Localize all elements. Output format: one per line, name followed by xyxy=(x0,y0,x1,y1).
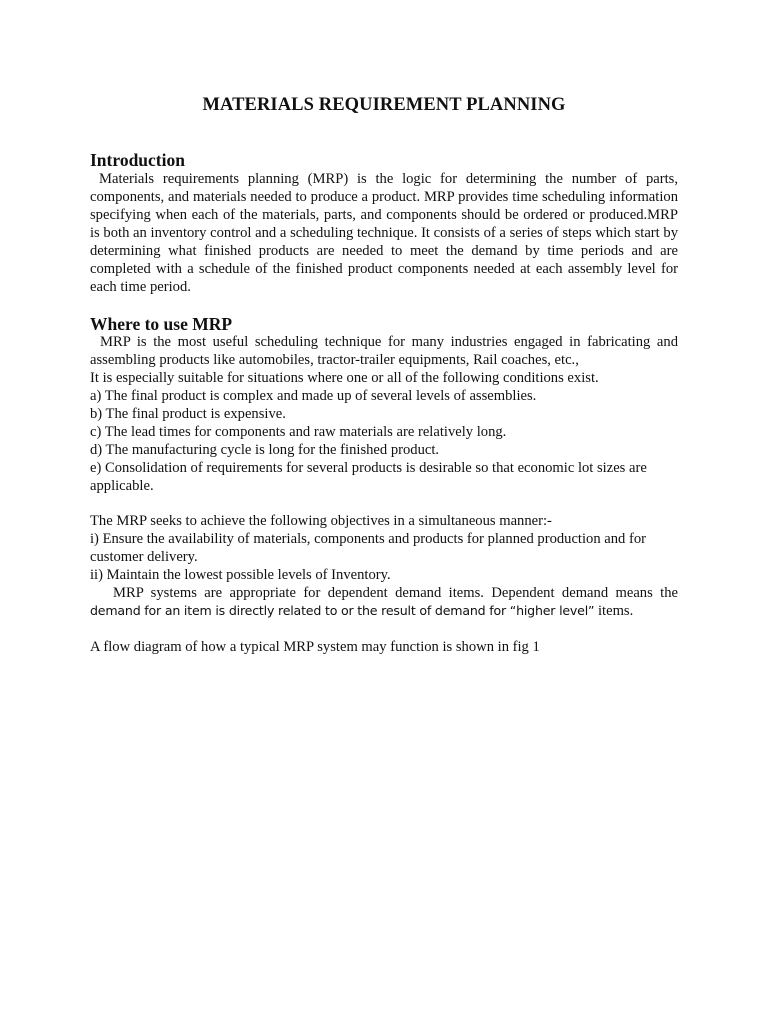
dependent-demand-line-1: MRP systems are appropriate for dependent demand items. Dependent demand means the xyxy=(113,585,678,601)
condition-item: e) Consolidation of requirements for several products is desirable so that economic lot sizes are applicable. xyxy=(90,460,647,494)
where-to-use-heading: Where to use MRP xyxy=(90,314,233,334)
where-to-use-intro: MRP is the most useful scheduling technique for many industries engaged in fabricating and assembling products like automobiles, tractor-trailer equipments, Rail coaches, etc., xyxy=(90,334,678,368)
dependent-demand-line-2 xyxy=(90,602,633,620)
objective-item: ii) Maintain the lowest possible levels of Inventory. xyxy=(90,567,391,583)
condition-item: b) The final product is expensive. xyxy=(90,406,286,422)
dependent-demand-text: demand for an item is directly related to or the result of demand for “higher level” xyxy=(90,603,595,618)
introduction-heading: Introduction xyxy=(90,150,185,170)
objectives-lead: The MRP seeks to achieve the following objectives in a simultaneous manner:- xyxy=(90,513,552,529)
suitability-line: It is especially suitable for situations where one or all of the following conditions exist. xyxy=(90,370,599,386)
introduction-paragraph: Materials requirements planning (MRP) is the logic for determining the number of parts, components, and materials needed to produce a product. MRP provides time scheduling information specifying when each of the materials, parts, and components should be ordered or produced.MRP is both an inventory control and a scheduling technique. It consists of a series of steps which start by determining what finished products are needed to meet the demand by time periods and are completed with a schedule of the finished product components needed at each assembly level for each time period. xyxy=(90,171,678,295)
condition-item: d) The manufacturing cycle is long for the finished product. xyxy=(90,442,440,458)
objective-item: i) Ensure the availability of materials, components and products for planned production and for customer delivery. xyxy=(90,531,647,565)
condition-item: c) The lead times for components and raw materials are relatively long. xyxy=(90,424,507,440)
condition-item: a) The final product is complex and made up of several levels of assemblies. xyxy=(90,388,537,404)
closing-line: A flow diagram of how a typical MRP system may function is shown in fig 1 xyxy=(90,639,540,655)
dependent-demand-suffix: items. xyxy=(594,603,634,619)
document-title: MATERIALS REQUIREMENT PLANNING xyxy=(202,95,566,115)
